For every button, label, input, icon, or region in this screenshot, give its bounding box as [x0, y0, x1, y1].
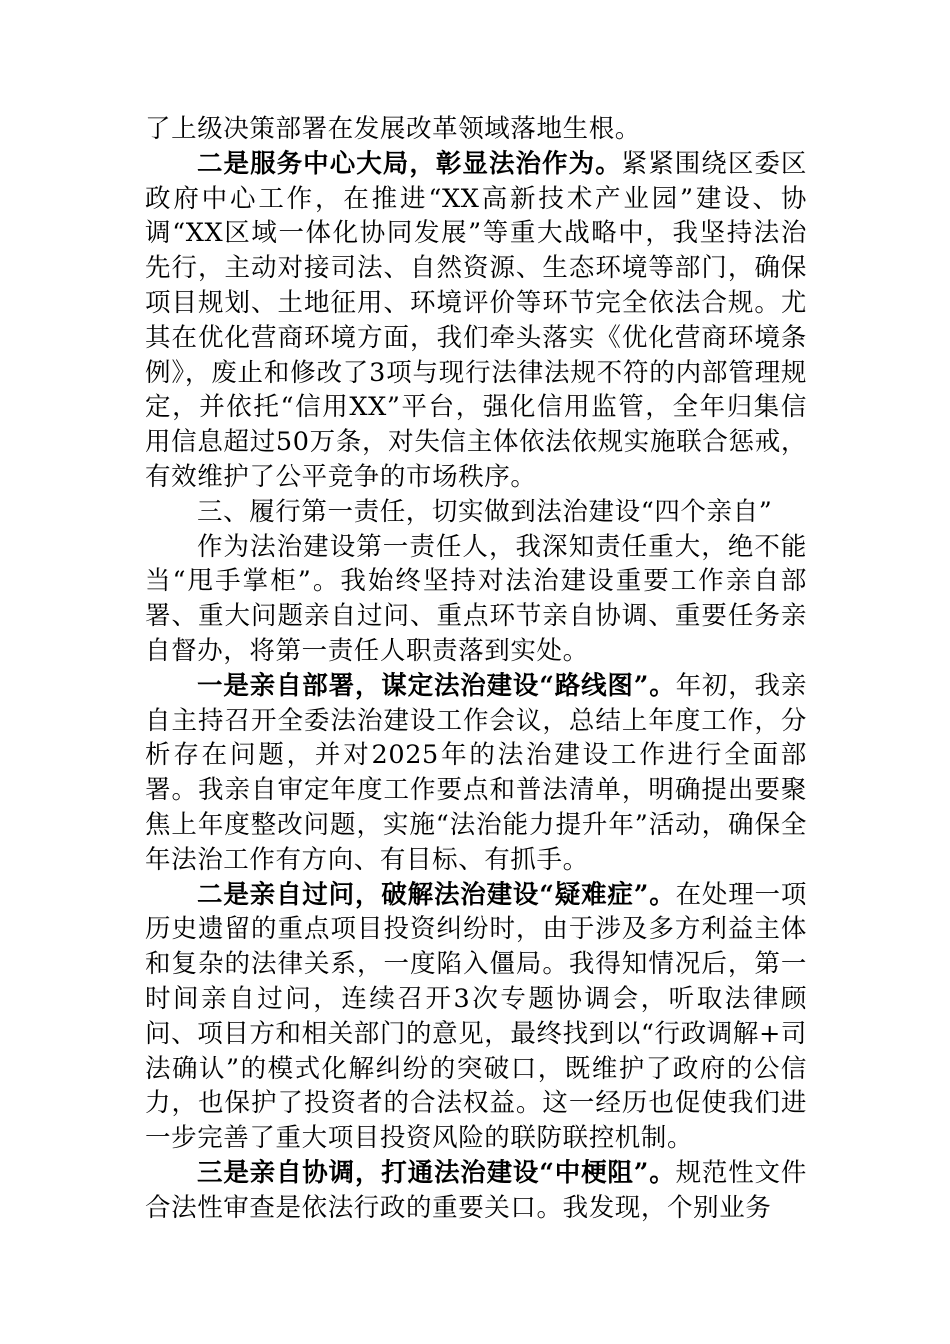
paragraph-deploy — [145, 669, 807, 878]
paragraph-lead-heading: 一是亲自部署，谋定法治建设“路线图”。 — [197, 670, 676, 701]
paragraph-inquire — [145, 878, 807, 1156]
paragraph-lead-heading: 三是亲自协调，打通法治建设“中梗阻”。 — [197, 1157, 676, 1188]
paragraph-section-intro — [145, 530, 807, 669]
paragraph-service-center — [145, 147, 807, 495]
paragraph-body: 规范性文件合法性审查是依法行政的重要关口。我发现，个别业务 — [145, 1157, 807, 1223]
paragraph-body: 作为法治建设第一责任人，我深知责任重大，绝不能当“甩手掌柜”。我始终坚持对法治建设重要工作亲自部署、重大问题亲自过问、重点环节亲自协调、重要任务亲自督办，将第一责任人职责落到实处。 — [145, 531, 807, 666]
document-page — [145, 112, 807, 1226]
paragraph-lead-heading: 二是服务中心大局，彰显法治作为。 — [197, 148, 622, 179]
paragraph-lead-heading: 二是亲自过问，破解法治建设“疑难症”。 — [197, 879, 676, 910]
paragraph-body: 年初，我亲自主持召开全委法治建设工作会议，总结上年度工作，分析存在问题，并对2025年的法治建设工作进行全面部署。我亲自审定年度工作要点和普法清单，明确提出要聚焦上年度整改问题，实施“法治能力提升年”活动，确保全年法治工作有方向、有目标、有抓手。 — [145, 670, 807, 875]
paragraph-coordinate — [145, 1156, 807, 1226]
paragraph-body: 在处理一项历史遗留的重点项目投资纠纷时，由于涉及多方利益主体和复杂的法律关系，一度陷入僵局。我得知情况后，第一时间亲自过问，连续召开3次专题协调会，听取法律顾问、项目方和相关部门的意见，最终找到以“行政调解+司法确认”的模式化解纠纷的突破口，既维护了政府的公信力，也保护了投资者的合法权益。这一经历也促使我们进一步完善了重大项目投资风险的联防联控机制。 — [145, 879, 808, 1154]
section-heading-text: 三、履行第一责任，切实做到法治建设“四个亲自” — [197, 496, 773, 527]
paragraph-continuation — [145, 112, 807, 147]
paragraph-body: 了上级决策部署在发展改革领域落地生根。 — [145, 114, 641, 144]
section-heading — [145, 495, 807, 530]
paragraph-body: 紧紧围绕区委区政府中心工作，在推进“XX高新技术产业园”建设、协调“XX区域一体化协同发展”等重大战略中，我坚持法治先行，主动对接司法、自然资源、生态环境等部门，确保项目规划、土地征用、环境评价等环节完全依法合规。尤其在优化营商环境方面，我们牵头落实《优化营商环境条例》，废止和修改了3项与现行法律法规不符的内部管理规定，并依托“信用XX”平台，强化信用监管，全年归集信用信息超过50万条，对失信主体依法依规实施联合惩戒，有效维护了公平竞争的市场秩序。 — [145, 148, 807, 492]
